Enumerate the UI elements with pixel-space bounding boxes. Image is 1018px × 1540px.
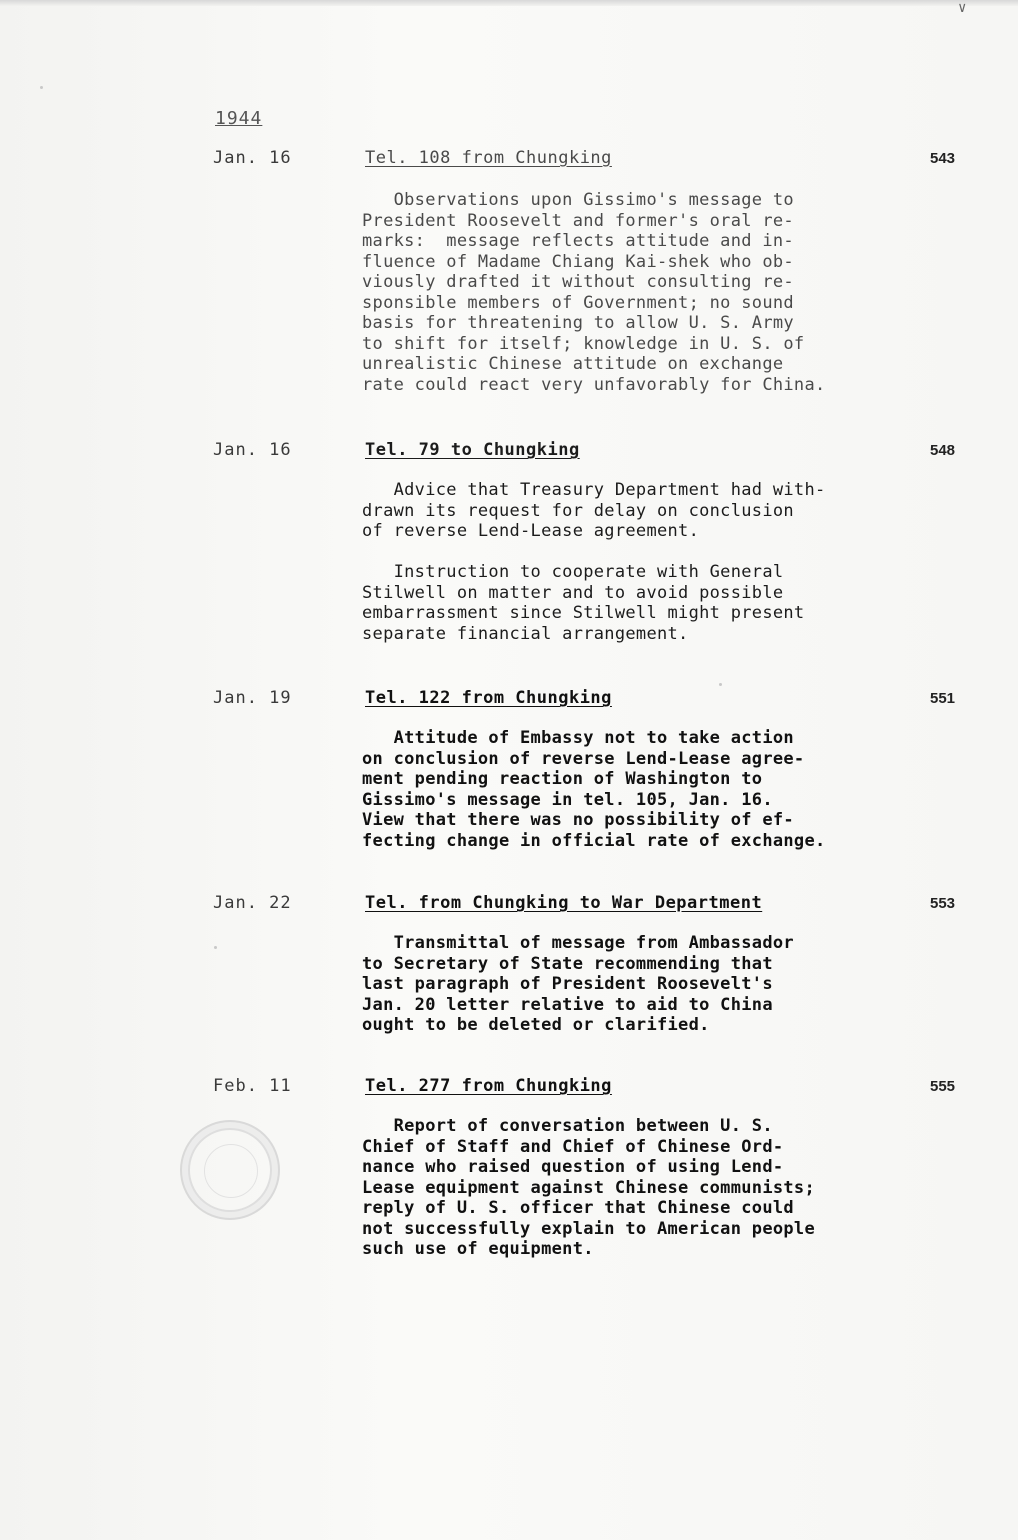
entry-title: Tel. 122 from Chungking <box>365 688 612 708</box>
entry-date: Jan. 16 <box>213 148 292 168</box>
entry-paragraph: Attitude of Embassy not to take action on conclusion of reverse Lend-Lease agree- ment pending reaction of Washington to Gissimo's message in tel. 105, Jan. 16. View that there was no possibility of ef- fecting change in official rate of exchange. <box>362 728 826 851</box>
entry-paragraph: Instruction to cooperate with General Stilwell on matter and to avoid possible embarrassment since Stilwell might present separate financial arrangement. <box>362 562 805 644</box>
speck <box>40 86 43 89</box>
entry-paragraph: Transmittal of message from Ambassador to Secretary of State recommending that last paragraph of President Roosevelt's Jan. 20 letter relative to aid to China ought to be deleted or clarified. <box>362 933 794 1035</box>
entry-paragraph: Report of conversation between U. S. Chief of Staff and Chief of Chinese Ord- nance who raised question of using Lend- Lease equipment against Chinese communists; reply of U. S. officer that Chinese could not successfully explain to American people such use of equipment. <box>362 1116 815 1259</box>
page-reference: 543 <box>930 150 956 167</box>
entry-paragraph: Advice that Treasury Department had with- drawn its request for delay on conclusion of reverse Lend-Lease agreement. <box>362 480 826 541</box>
entry-title: Tel. 108 from Chungking <box>365 148 612 168</box>
corner-mark: ∨ <box>958 0 967 16</box>
entry-date: Jan. 19 <box>213 688 292 708</box>
entry-date: Feb. 11 <box>213 1076 292 1096</box>
entry-paragraph: Observations upon Gissimo's message to President Roosevelt and former's oral re- marks: message reflects attitude and in- fluence of Madame Chiang Kai-shek who ob- viously drafted it without consulting re- sponsible members of Government; no sound basis for threatening to allow U. S. Army to shift for itself; knowledge in U. S. of unrealistic Chinese attitude on exchange rate could react very unfavorably for China. <box>362 190 826 395</box>
speck <box>214 946 217 949</box>
archive-stamp-inner <box>204 1144 258 1198</box>
speck <box>719 683 722 686</box>
entry-title: Tel. 277 from Chungking <box>365 1076 612 1096</box>
entry-date: Jan. 22 <box>213 893 292 913</box>
entry-date: Jan. 16 <box>213 440 292 460</box>
entry-title: Tel. 79 to Chungking <box>365 440 580 460</box>
page-reference: 548 <box>930 442 956 459</box>
year-heading: 1944 <box>215 108 263 129</box>
archive-stamp <box>180 1120 280 1220</box>
page-top-edge <box>0 0 1018 6</box>
page-reference: 553 <box>930 895 956 912</box>
entry-title: Tel. from Chungking to War Department <box>365 893 763 913</box>
page-reference: 555 <box>930 1078 956 1095</box>
page-reference: 551 <box>930 690 956 707</box>
